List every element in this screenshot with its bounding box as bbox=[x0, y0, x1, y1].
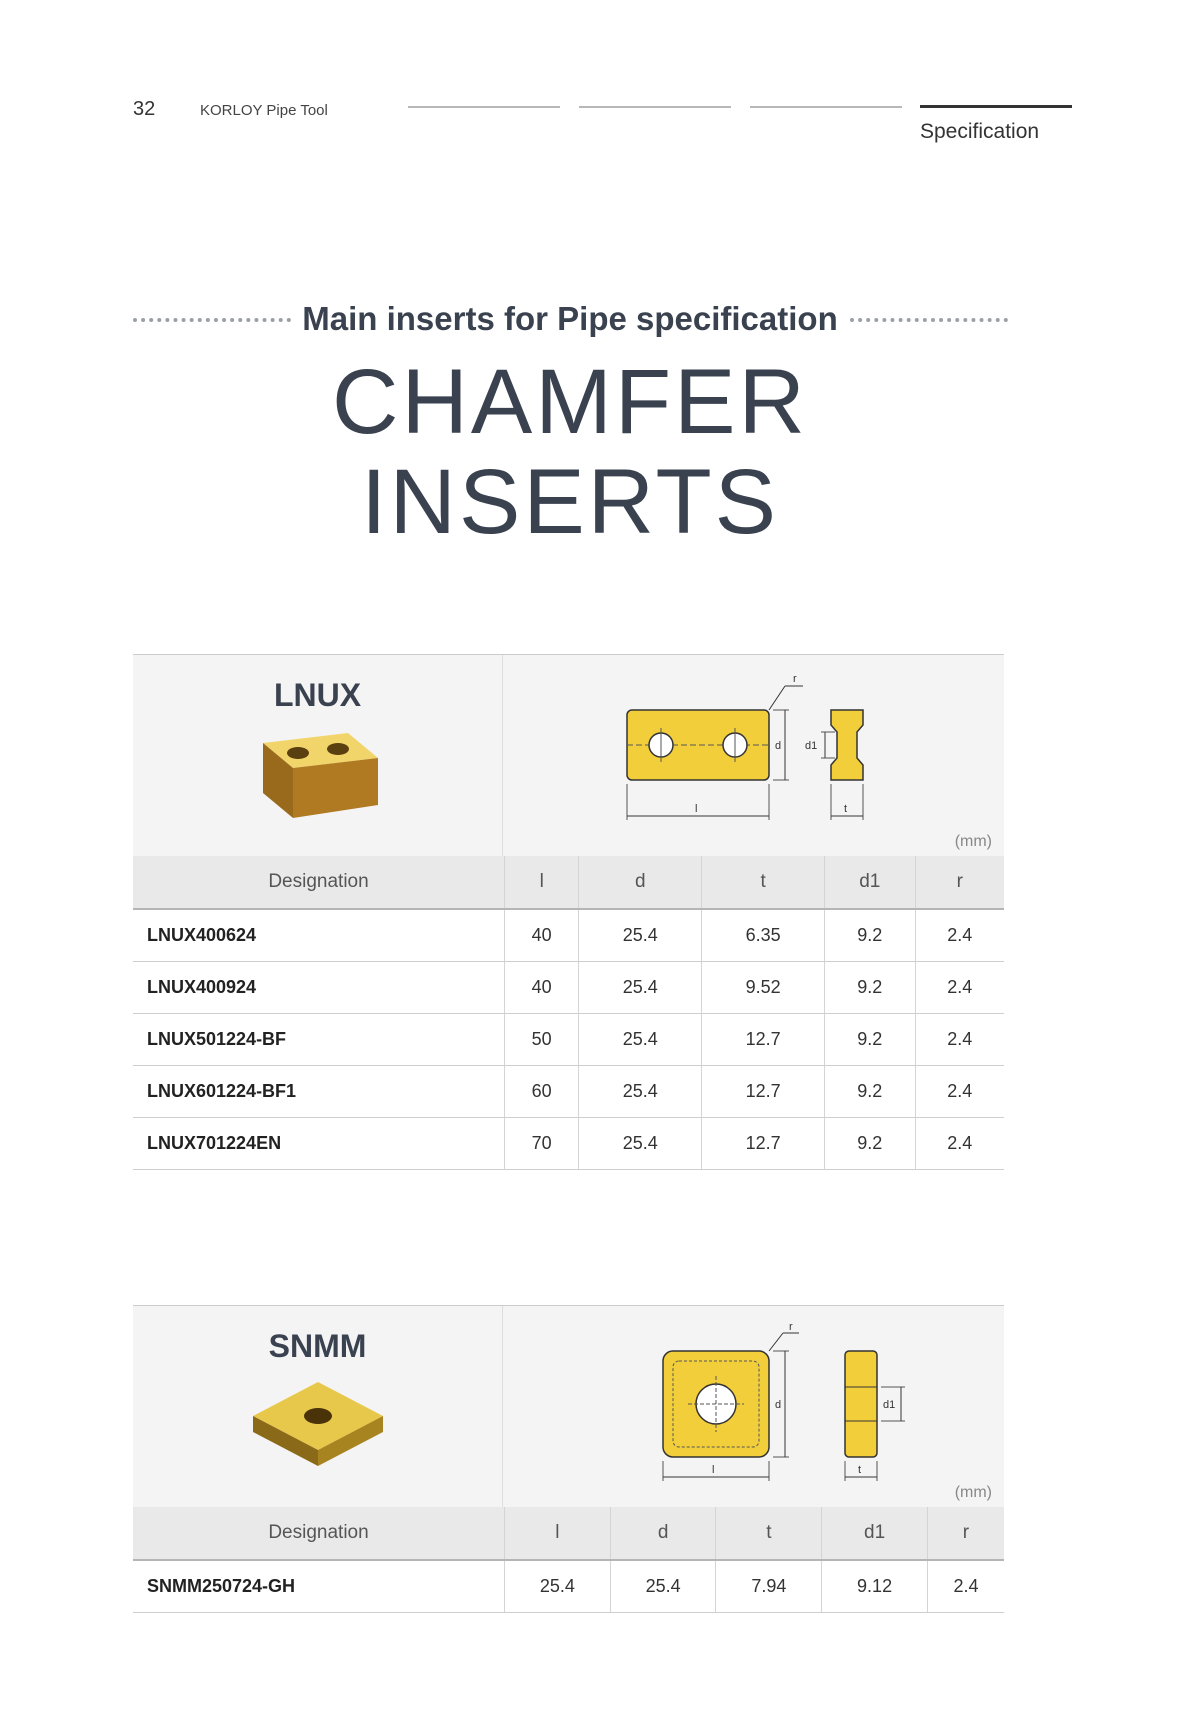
value-cell: 9.2 bbox=[825, 909, 916, 962]
nav-line-2 bbox=[579, 106, 731, 108]
nav-line-active bbox=[920, 105, 1072, 108]
value-cell: 25.4 bbox=[505, 1560, 611, 1613]
value-cell: 7.94 bbox=[716, 1560, 822, 1613]
hero-divider bbox=[502, 1306, 503, 1508]
lnux-section bbox=[133, 654, 1004, 1159]
section-label: Specification bbox=[920, 120, 1040, 143]
nav-line-1 bbox=[408, 106, 560, 108]
designation-cell: SNMM250724-GH bbox=[133, 1560, 505, 1613]
table-row bbox=[133, 1066, 1004, 1118]
column-header: t bbox=[716, 1507, 822, 1560]
diagram-label-d1: d1 bbox=[805, 740, 818, 752]
column-header: d bbox=[610, 1507, 716, 1560]
value-cell: 6.35 bbox=[702, 909, 825, 962]
table-row bbox=[133, 909, 1004, 962]
hero-divider bbox=[502, 655, 503, 857]
value-cell: 25.4 bbox=[579, 1014, 702, 1066]
value-cell: 2.4 bbox=[915, 1118, 1004, 1170]
value-cell: 9.12 bbox=[822, 1560, 928, 1613]
page-number: 32 bbox=[133, 98, 156, 120]
diagram-label-l: l bbox=[712, 1464, 715, 1476]
value-cell: 2.4 bbox=[915, 1066, 1004, 1118]
column-header: t bbox=[702, 856, 825, 909]
value-cell: 25.4 bbox=[579, 1066, 702, 1118]
value-cell: 25.4 bbox=[610, 1560, 716, 1613]
diagram-label-d: d bbox=[775, 740, 782, 752]
value-cell: 9.2 bbox=[825, 1014, 916, 1066]
lnux-code: LNUX bbox=[273, 677, 362, 713]
table-row bbox=[133, 1118, 1004, 1170]
designation-cell: LNUX701224EN bbox=[133, 1118, 505, 1170]
value-cell: 9.2 bbox=[825, 962, 916, 1014]
value-cell: 70 bbox=[505, 1118, 579, 1170]
lnux-hero bbox=[133, 654, 1004, 857]
lnux-dimension-diagram bbox=[613, 670, 913, 850]
value-cell: 12.7 bbox=[702, 1014, 825, 1066]
unit-label: (mm) bbox=[954, 1484, 992, 1501]
diagram-label-r: r bbox=[789, 1321, 793, 1333]
value-cell: 9.2 bbox=[825, 1066, 916, 1118]
snmm-section bbox=[133, 1305, 1004, 1610]
value-cell: 2.4 bbox=[915, 962, 1004, 1014]
diagram-label-l: l bbox=[695, 803, 698, 815]
value-cell: 25.4 bbox=[579, 962, 702, 1014]
unit-label: (mm) bbox=[954, 833, 992, 850]
value-cell: 25.4 bbox=[579, 909, 702, 962]
diagram-label-t: t bbox=[858, 1464, 862, 1476]
column-header: Designation bbox=[133, 1507, 505, 1560]
column-header: Designation bbox=[133, 856, 505, 909]
diagram-label-d: d bbox=[775, 1399, 782, 1411]
value-cell: 2.4 bbox=[915, 1014, 1004, 1066]
snmm-spec-table bbox=[133, 1507, 1004, 1613]
value-cell: 9.52 bbox=[702, 962, 825, 1014]
designation-cell: LNUX601224-BF1 bbox=[133, 1066, 505, 1118]
snmm-dimension-diagram bbox=[633, 1321, 913, 1501]
value-cell: 2.4 bbox=[915, 909, 1004, 962]
column-header: d bbox=[579, 856, 702, 909]
diagram-label-r: r bbox=[793, 673, 797, 685]
diagram-label-t: t bbox=[844, 803, 848, 815]
value-cell: 12.7 bbox=[702, 1066, 825, 1118]
value-cell: 25.4 bbox=[579, 1118, 702, 1170]
snmm-hero bbox=[133, 1305, 1004, 1508]
value-cell: 40 bbox=[505, 962, 579, 1014]
designation-cell: LNUX501224-BF bbox=[133, 1014, 505, 1066]
table-row bbox=[133, 1560, 1004, 1613]
title-line-2: INSERTS bbox=[360, 451, 780, 553]
diagram-label-d1: d1 bbox=[883, 1399, 896, 1411]
title-line-1: CHAMFER bbox=[332, 351, 808, 453]
snmm-code: SNMM bbox=[268, 1328, 367, 1364]
column-header: l bbox=[505, 856, 579, 909]
designation-cell: LNUX400924 bbox=[133, 962, 505, 1014]
designation-cell: LNUX400624 bbox=[133, 909, 505, 962]
nav-line-3 bbox=[750, 106, 902, 108]
value-cell: 12.7 bbox=[702, 1118, 825, 1170]
column-header: r bbox=[927, 1507, 1004, 1560]
snmm-insert-photo bbox=[243, 1374, 393, 1484]
lnux-insert-photo bbox=[243, 723, 393, 833]
column-header: d1 bbox=[825, 856, 916, 909]
value-cell: 50 bbox=[505, 1014, 579, 1066]
column-header: d1 bbox=[822, 1507, 928, 1560]
brand-name: KORLOY Pipe Tool bbox=[200, 102, 328, 119]
column-header: r bbox=[915, 856, 1004, 909]
value-cell: 2.4 bbox=[927, 1560, 1004, 1613]
table-row bbox=[133, 962, 1004, 1014]
value-cell: 60 bbox=[505, 1066, 579, 1118]
lnux-spec-table bbox=[133, 856, 1004, 1170]
value-cell: 40 bbox=[505, 909, 579, 962]
value-cell: 9.2 bbox=[825, 1118, 916, 1170]
page-subtitle: Main inserts for Pipe specification bbox=[302, 300, 838, 337]
column-header: l bbox=[505, 1507, 611, 1560]
table-row bbox=[133, 1014, 1004, 1066]
